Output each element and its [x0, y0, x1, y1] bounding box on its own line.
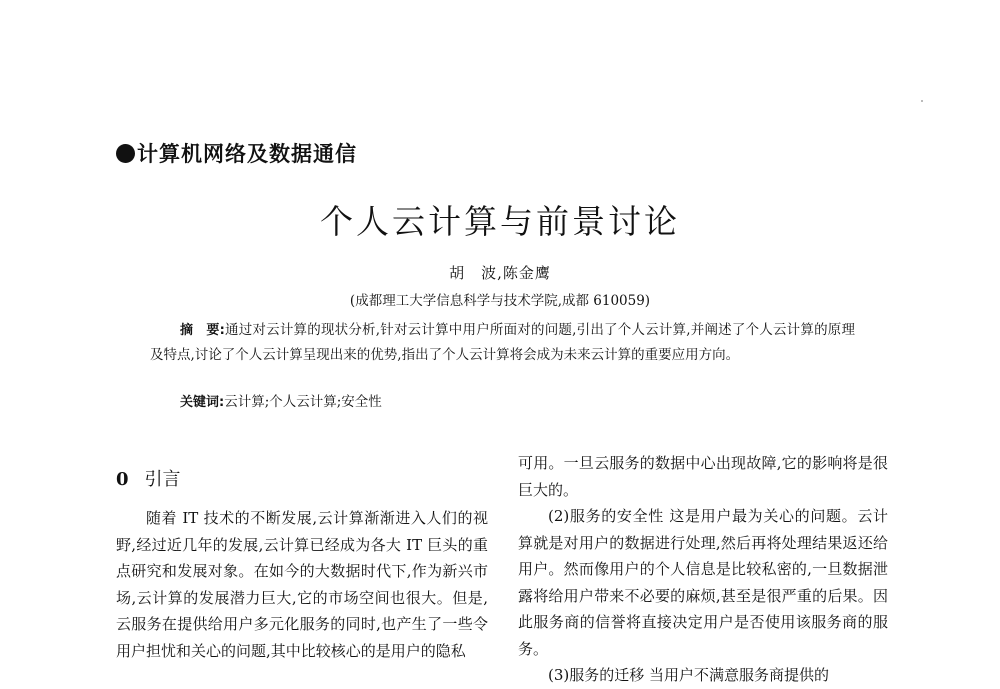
abstract-text: 通过对云计算的现状分析,针对云计算中用户所面对的问题,引出了个人云计算,并阐述了个人云计算的原理及特点,讨论了个人云计算呈现出来的优势,指出了个人云计算将会成为未来云计算的重要应用方向。 — [150, 322, 855, 363]
item-3-paragraph: (3)服务的迁移 当用户不满意服务商提供的 — [548, 666, 830, 684]
introduction-paragraph: 随着 IT 技术的不断发展,云计算渐渐进入人们的视野,经过近几年的发展,云计算已经成为各大 IT 巨头的重点研究和发展对象。在如今的大数据时代下,作为新兴市场,云计算的发展潜力巨大,它的市场空间也很大。但是,云服务在提供给用户多元化服务的同时,也产生了一些令用户担忧和关心的问题,其中比较核心的是用户的隐私 — [116, 509, 488, 660]
item-2-paragraph: (2)服务的安全性 这是用户最为关心的问题。云计算就是对用户的数据进行处理,然后再将处理结果返还给用户。然而像用户的个人信息是比较私密的,一旦数据泄露将给用户带来不必要的麻烦,甚至是很严重的后果。因此服务商的信誉将直接决定用户是否使用该服务商的服务。 — [518, 507, 888, 658]
keywords-text: 云计算;个人云计算;安全性 — [224, 394, 382, 410]
scan-speck — [921, 100, 923, 102]
authors: 胡 波,陈金鹰 — [449, 264, 551, 282]
abstract-label: 摘 要: — [180, 323, 225, 338]
paper-title: 个人云计算与前景讨论 — [320, 202, 680, 241]
abstract — [150, 318, 855, 367]
keywords — [180, 390, 382, 415]
continuation-paragraph: 可用。一旦云服务的数据中心出现故障,它的影响将是很巨大的。 — [518, 454, 888, 499]
keywords-label: 关键词: — [180, 395, 225, 410]
affiliation: (成都理工大学信息科学与技术学院,成都 610059) — [349, 293, 651, 309]
section-banner-text: 计算机网络及数据通信 — [137, 142, 357, 166]
left-column — [116, 505, 488, 664]
right-column — [518, 450, 888, 689]
section-heading-introduction — [116, 465, 181, 491]
section-banner — [116, 138, 357, 168]
section-title: 引言 — [144, 469, 181, 490]
bullet-icon — [116, 144, 135, 163]
section-number: 0 — [116, 469, 129, 490]
